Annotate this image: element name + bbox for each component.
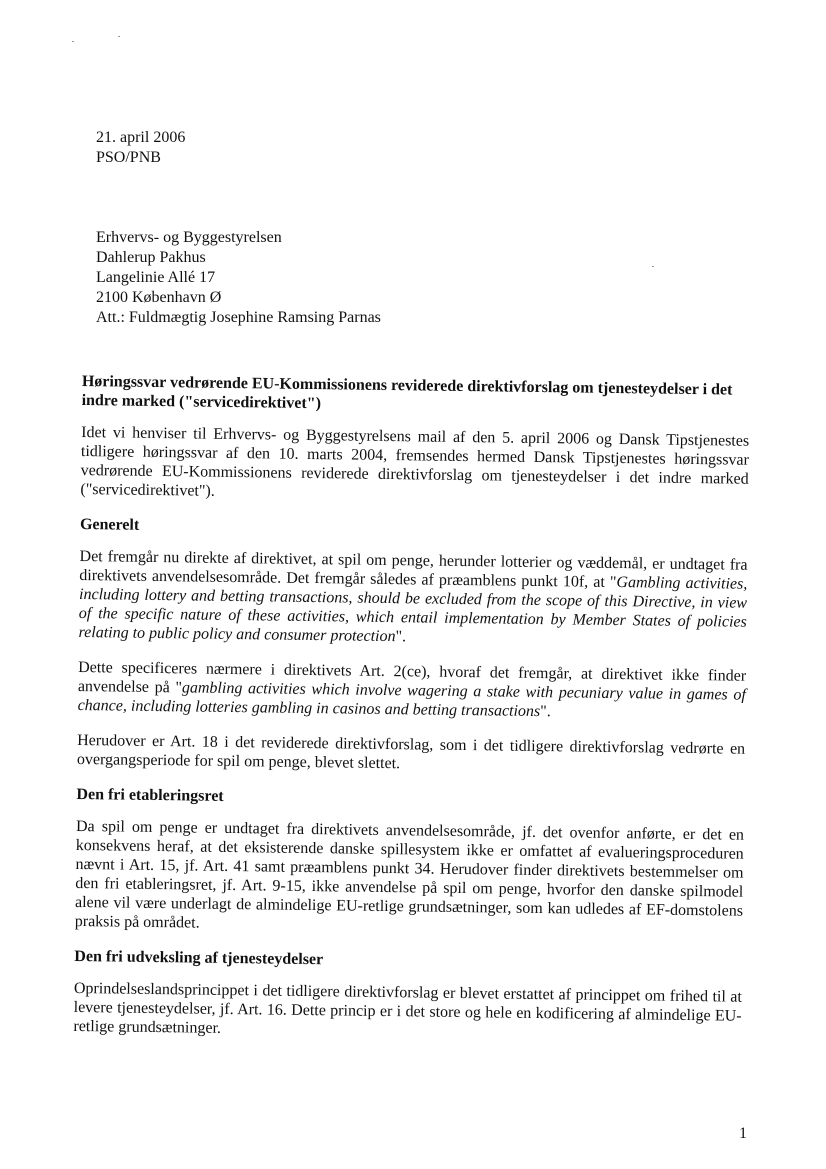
address-line: Erhvervs- og Byggestyrelsen [96, 229, 282, 246]
paragraph-text: Det fremgår nu direkte af direktivet, at spil om penge, herunder lotterier og væddemål, er undtaget fra direktivets anvendelsesområde. Det fremgår således af præamblens punkt 10f, at " [79, 547, 748, 592]
letter-reference: PSO/PNB [96, 149, 161, 166]
intro-paragraph: Idet vi henviser til Erhvervs- og Byggestyrelsens mail af den 5. april 2006 og Dansk Tipstjenestes tidligere høringssvar af den 10. marts 2004, fremsendes hermed Dansk Tipstjenestes høringssvar vedrørende EU-Kommissionens reviderede direktivforslag om tjenesteydelser i det indre marked ("servicedirektivet"). [80, 423, 750, 500]
paragraph-text: ". [395, 628, 407, 646]
section-heading-etableringsret: Den fri etableringsret [76, 785, 224, 805]
scan-speck [72, 41, 74, 42]
letter-meta [96, 128, 185, 168]
address-line: Dahlerup Pakhus [96, 249, 206, 266]
paragraph: Herudover er Art. 18 i det reviderede direktivforslag, som i det tidligere direktivforslag vedrørte en overgangsperiode for spil om penge, blevet slettet. [76, 731, 746, 773]
address-line: Att.: Fuldmægtig Josephine Ramsing Parnas [96, 309, 381, 326]
address-line: Langelinie Allé 17 [96, 269, 216, 286]
scan-speck [652, 266, 654, 267]
paragraph: Da spil om penge er undtaget fra direktivets anvendelsesområde, jf. det ovenfor anførte, er det en konsekvens heraf, at det eksisterende danske spillesystem ikke er omfattet af evalueringsproceduren nævnt i Art. 15, jf. Art. 41 samt præamblens punkt 34. Herudover finder direktivets bestemmelser om den fri etableringsret, jf. Art. 9-15, ikke anvendelse på spil om penge, hvorfor den danske spilmodel alene vil være underlagt de almindelige EU-retlige grundsætninger, som kan udledes af EF-domstolens praksis på området. [74, 817, 745, 932]
paragraph [78, 658, 747, 724]
paragraph-text: ". [540, 703, 551, 721]
page-number: 1 [739, 1125, 747, 1142]
address-line: 2100 København Ø [96, 289, 222, 306]
paragraph-text: Dette specificeres nærmere i direktivets Art. 2(ce), hvoraf det fremgår, at direktivet ikke finder anvendelse på " [77, 658, 747, 697]
scan-speck [118, 36, 120, 37]
subject-heading: Høringssvar vedrørende EU-Kommissionens reviderede direktivforslag om tjenesteydelser i det indre marked ("servicedirektivet") [81, 372, 733, 413]
letter-date: 21. april 2006 [96, 129, 186, 146]
section-heading-tjenesteydelser: Den fri udveksling af tjenesteydelser [74, 947, 324, 969]
recipient-address [96, 228, 381, 328]
paragraph: Oprindelseslandsprincippet i det tidligere direktivforslag er blevet erstattet af princippet om frihed til at levere tjenesteydelser, jf. Art. 16. Dette princip er i det store og hele en kodificering af almindelige EU-retlige grundsætninger. [73, 979, 742, 1037]
letter-body [73, 372, 750, 1061]
quoted-text: Gambling activities, including lottery and betting transactions, should be excluded from the scope of this Directive, in view of the specific nature of these activities, which entail implementation by Member States of policies relating to public policy and consumer protection [78, 574, 748, 646]
section-heading-generelt: Generelt [79, 515, 140, 534]
paragraph [78, 547, 747, 651]
quoted-text: gambling activities which involve wagering a stake with pecuniary value in games of chance, including lotteries gambling in casinos and betting transactions [77, 679, 746, 721]
